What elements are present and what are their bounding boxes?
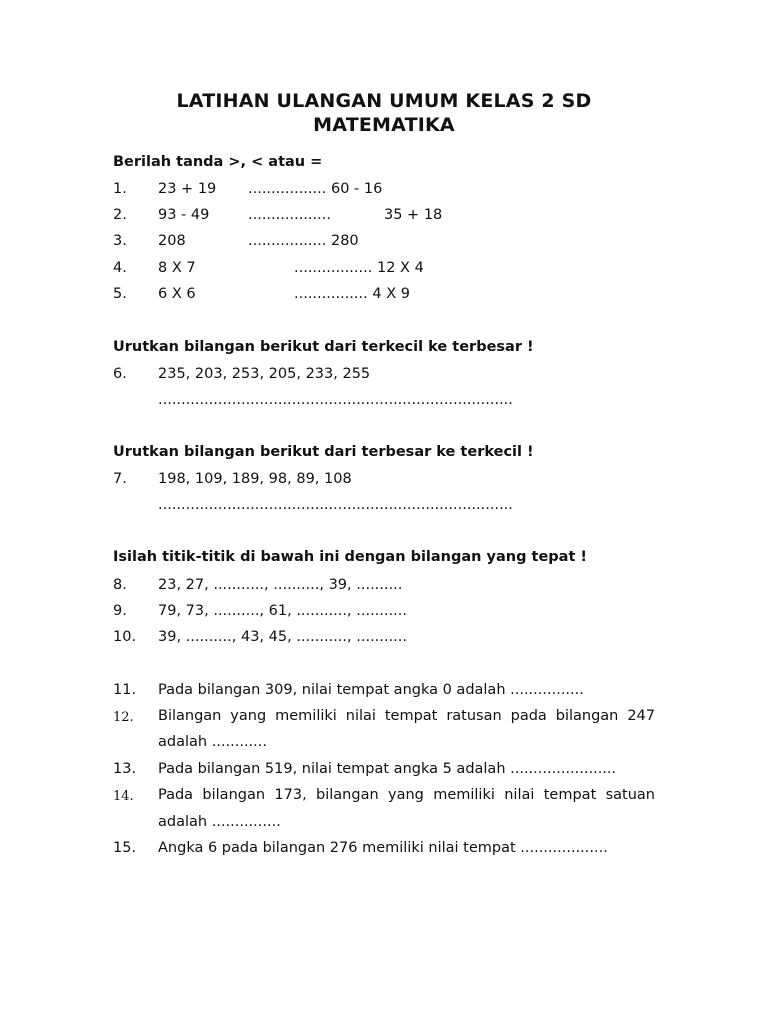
question-text: Pada bilangan 309, nilai tempat angka 0 adalah ................ xyxy=(158,682,584,698)
question-number: 6. xyxy=(113,366,127,382)
question-text: Bilangan yang memiliki nilai tempat ratusan pada bilangan 247 xyxy=(158,708,655,724)
left-expression: 93 - 49 xyxy=(158,207,210,223)
answer-blank: ................. 280 xyxy=(248,233,359,249)
question-number: 9. xyxy=(113,603,127,619)
question-number: 8. xyxy=(113,577,127,593)
section4-heading: Isilah titik-titik di bawah ini dengan bilangan yang tepat ! xyxy=(113,549,588,565)
answer-blank: ............................................................................. xyxy=(158,497,513,513)
section1-heading: Berilah tanda >, < atau = xyxy=(113,154,323,170)
left-expression: 23 + 19 xyxy=(158,181,217,197)
number-list: 198, 109, 189, 98, 89, 108 xyxy=(158,471,352,487)
question-number: 4. xyxy=(113,260,127,276)
question-number: 10. xyxy=(113,629,137,645)
question-number: 14. xyxy=(113,789,134,804)
section3-heading: Urutkan bilangan berikut dari terbesar ke terkecil ! xyxy=(113,444,534,460)
answer-blank: .................. xyxy=(248,207,331,223)
sequence-text: 23, 27, ..........., .........., 39, .......... xyxy=(158,577,403,593)
section2-heading: Urutkan bilangan berikut dari terkecil ke terbesar ! xyxy=(113,339,534,355)
question-number: 12. xyxy=(113,710,134,725)
question-text-continued: adalah ............ xyxy=(158,734,267,750)
right-expression: 35 + 18 xyxy=(384,207,443,223)
question-text: Angka 6 pada bilangan 276 memiliki nilai tempat ................... xyxy=(158,840,608,856)
document-subtitle: MATEMATIKA xyxy=(313,114,455,136)
sequence-text: 79, 73, .........., 61, ..........., ........... xyxy=(158,603,407,619)
sequence-text: 39, .........., 43, 45, ..........., ........... xyxy=(158,629,407,645)
question-number: 13. xyxy=(113,761,137,777)
answer-blank: ................. 60 - 16 xyxy=(248,181,383,197)
left-expression: 208 xyxy=(158,233,186,249)
question-number: 1. xyxy=(113,181,127,197)
question-number: 15. xyxy=(113,840,137,856)
question-text: Pada bilangan 519, nilai tempat angka 5 adalah ....................... xyxy=(158,761,617,777)
question-number: 3. xyxy=(113,233,127,249)
number-list: 235, 203, 253, 205, 233, 255 xyxy=(158,366,371,382)
question-text-continued: adalah ............... xyxy=(158,814,281,830)
document-title: LATIHAN ULANGAN UMUM KELAS 2 SD xyxy=(176,90,592,112)
question-number: 7. xyxy=(113,471,127,487)
question-number: 11. xyxy=(113,682,137,698)
question-number: 2. xyxy=(113,207,127,223)
question-number: 5. xyxy=(113,286,127,302)
question-text: Pada bilangan 173, bilangan yang memiliki nilai tempat satuan xyxy=(158,787,655,803)
answer-blank: ................. 12 X 4 xyxy=(294,260,424,276)
left-expression: 6 X 6 xyxy=(158,286,196,302)
left-expression: 8 X 7 xyxy=(158,260,196,276)
answer-blank: ............................................................................. xyxy=(158,392,513,408)
answer-blank: ................ 4 X 9 xyxy=(294,286,410,302)
